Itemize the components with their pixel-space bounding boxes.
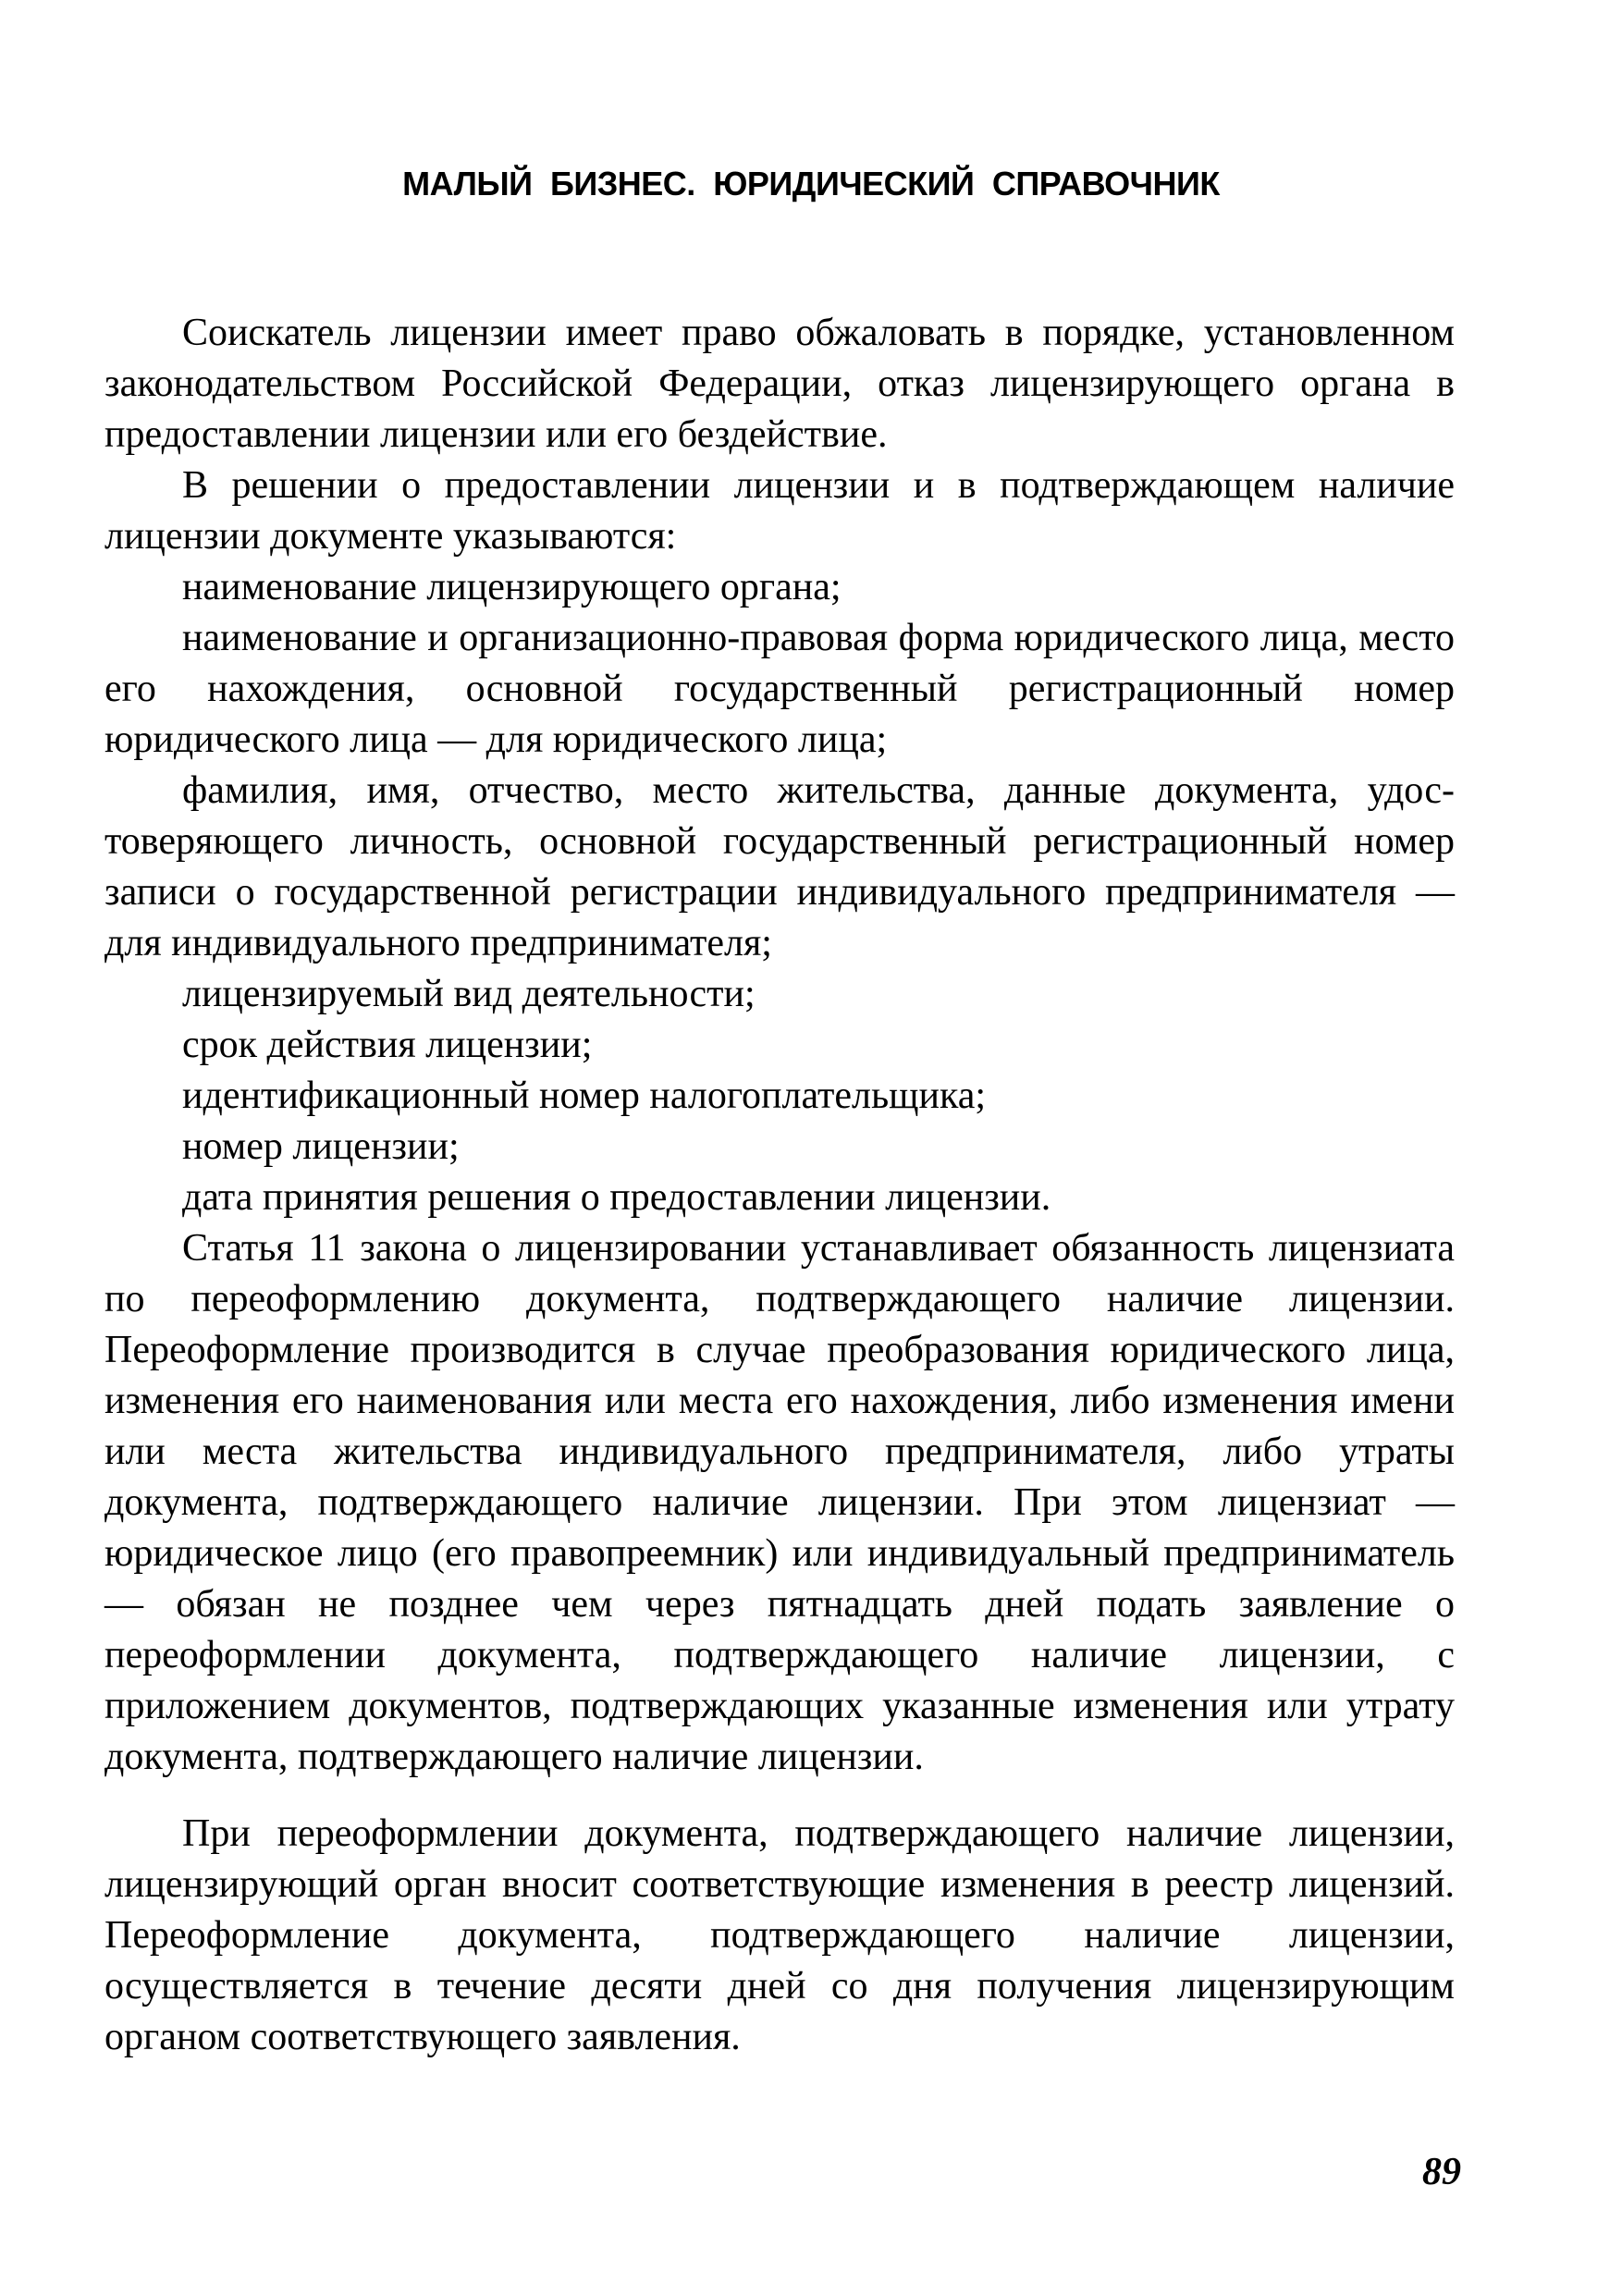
- body-text: [104, 308, 1455, 2063]
- list-item-taxpayer-id: идентификационный номер налогоплательщика;: [182, 1074, 987, 1117]
- paragraph-reissue-obligation: Статья 11 закона о лицензировании устанавливает обязанность лицензиата по переоформлению документа, подтверждающего наличие лицензии. Переоформление производится в случае преобразования юридического лица, изменения его наименования или места его нахождения, либо изменения имени или места жительства индивидуального предпринимателя, либо утраты документа, подтверждающего наличие лицензии. При этом лицензиат — юридическое лицо (его правопреемник) или индивидуальный предприниматель — обязан не позднее чем через пятнадцать дней подать заявление о переоформлении документа, подтверждающего наличие лицензии, с приложением документов, подтверждающих указанные изменения или утрату документа, подтверждающего наличие лицензии.: [104, 1227, 1455, 1778]
- list-item-license-number: номер лицензии;: [182, 1125, 460, 1168]
- paragraph-reissue-procedure: При переоформлении документа, подтверждающего наличие лицензии, лицензирующий орган вносит соответствующие изменения в реестр лицензий. Переоформление документа, подтверждающего наличие лицензии, осуществляется в течение десяти дней со дня получения лицензирующим органом соответствующего заявления.: [104, 1812, 1455, 2058]
- list-item-licensing-authority: наименование лицензирующего органа;: [182, 566, 842, 608]
- running-head: МАЛЫЙ БИЗНЕС. ЮРИДИЧЕСКИЙ СПРАВОЧНИК: [402, 165, 1220, 203]
- paragraph-appeal-right: Соискатель лицензии имеет право обжаловать в порядке, установленном законодательством Российской Федерации, отказ лицензирующего органа в предоставлении лицензии или его бездействие.: [104, 312, 1455, 456]
- list-item-legal-entity-details: наименование и организационно-правовая форма юридического лица, место его нахождения, основной государственный регистрационный номер юридического лица — для юридического лица;: [104, 617, 1455, 761]
- list-item-activity-type: лицензируемый вид деятельности;: [182, 973, 756, 1015]
- list-item-decision-date: дата принятия решения о предоставлении лицензии.: [182, 1176, 1051, 1219]
- list-item-entrepreneur-details: фамилия, имя, отчество, место жительства, данные документа, удостоверяющего личность, основной государственный регистрационный номер записи о государственной регистрации индивидуального предпринимателя — для индивидуального предпринимателя;: [104, 769, 1455, 964]
- paragraph-license-contents-intro: В решении о предоставлении лицензии и в подтверждающем наличие лицензии документе указываются:: [104, 464, 1455, 558]
- list-item-license-term: срок действия лицензии;: [182, 1024, 593, 1066]
- page-number: 89: [1422, 2151, 1461, 2193]
